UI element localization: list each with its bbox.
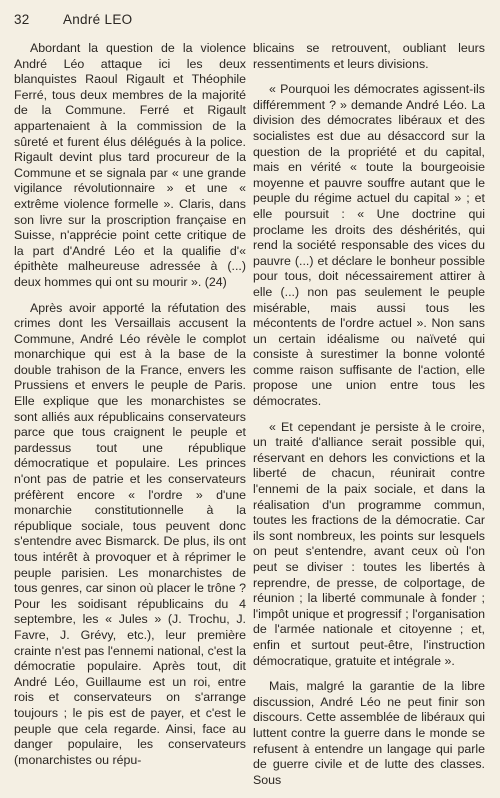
running-header [14,12,132,27]
paragraph: Abordant la question de la violence André Léo attaque ici les deux blanquistes Raoul Rigault et Théophile Ferré, tous deux membres de la majorité de la Commune. Ferré et Rigault appartenaient à la commission de la sûreté et furent élus délégués à la police. Rigault devint plus tard procureur de la Commune et se signala par « une grande vigilance révolutionnaire » et une « extrême violence formelle ». Claris, dans son livre sur la proscription française en Suisse, n'apprécie point cette critique de la part d'André Léo et la qualifie d'« épithète malheureuse adressée à (...) deux hommes qui ont su mourir ». (24) [14,41,246,289]
right-column [253,41,485,798]
paragraph-continuation: blicains se retrouvent, oubliant leurs ressentiments et leurs divisions. [253,41,485,71]
paragraph: « Et cependant je persiste à le croire, un traité d'alliance serait possible qui, réservant en dehors les convictions et la liberté de chacun, réunirait contre l'ennemi de la paix sociale, et dans la réalisation d'un programme commun, toutes les fractions de la démocratie. Car ils sont nombreux, les points sur lesquels on peut s'entendre, avant ceux où l'on peut se diviser : toutes les libertés à reprendre, de presse, de colportage, de réunion ; la liberté communale à fonder ; l'impôt unique et progressif ; l'organisation de l'armée nationale et citoyenne ; et, enfin et surtout peut-être, l'instruction démocratique, gratuite et intégrale ». [253,419,485,668]
paragraph: Mais, malgré la garantie de la libre discussion, André Léo ne peut finir son discours. Cette assemblée de libéraux qui luttent contre la guerre dans le monde se refusent à entendre un langage qui parle de guerre civile et de lutte des classes. Sous [253,679,485,787]
left-column [14,41,246,778]
running-title: André LEO [62,12,133,27]
page-number: 32 [14,12,30,27]
paragraph: Après avoir apporté la réfutation des crimes dont les Versaillais accusent la Commune, André Léo révèle le complot monarchique qui est à la base de la double trahison de la France, envers les Prussiens et envers le peuple de Paris. Elle explique que les monarchistes se sont alliés aux républicains conservateurs parce que tous craignent le peuple et pardessus tout une république démocratique et populaire. Les princes n'ont pas de patrie et les conservateurs préfèrent encore « l'ordre » d'une monarchie constitutionnelle à la république sociale, tous peuvent donc s'entendre avec Bismarck. De plus, ils ont tous intérêt à provoquer et à réprimer le peuple parisien. Les monarchistes de tous genres, car sinon où placer le trône ? Pour les soidisant républicains du 4 septembre, les « Jules » (J. Trochu, J. Favre, J. Grévy, etc.), leur première crainte n'est pas l'ennemi national, c'est la démocratie populaire. Après tout, dit André Léo, Guillaume est un roi, entre rois et conservateurs on s'arrange toujours ; le pis est de payer, et c'est le peuple que cela regarde. Ainsi, face au danger populaire, les conservateurs (monarchistes ou répu- [14,300,246,767]
paragraph: « Pourquoi les démocrates agissent-ils différemment ? » demande André Léo. La division des démocrates libéraux et des socialistes est due au désaccord sur la question de la propriété et du capital, mais en vérité « toute la bourgeoisie moyenne et pauvre souffre autant que le peuple du régime actuel du capital » ; et elle poursuit : « Une doctrine qui proclame les droits des déshérités, qui rend la société responsable des vices du pauvre (...) et déclare le bonheur possible pour tous, doit nécessairement attirer à elle (...) non pas seulement le peuple misérable, mais aussi tous les mécontents de l'ordre actuel ». Non sans un certain idéalisme ou naïveté qui consiste à surestimer la bonne volonté comme raison suffisante de l'action, elle propose une union entre tous les démocrates. [253,82,485,409]
